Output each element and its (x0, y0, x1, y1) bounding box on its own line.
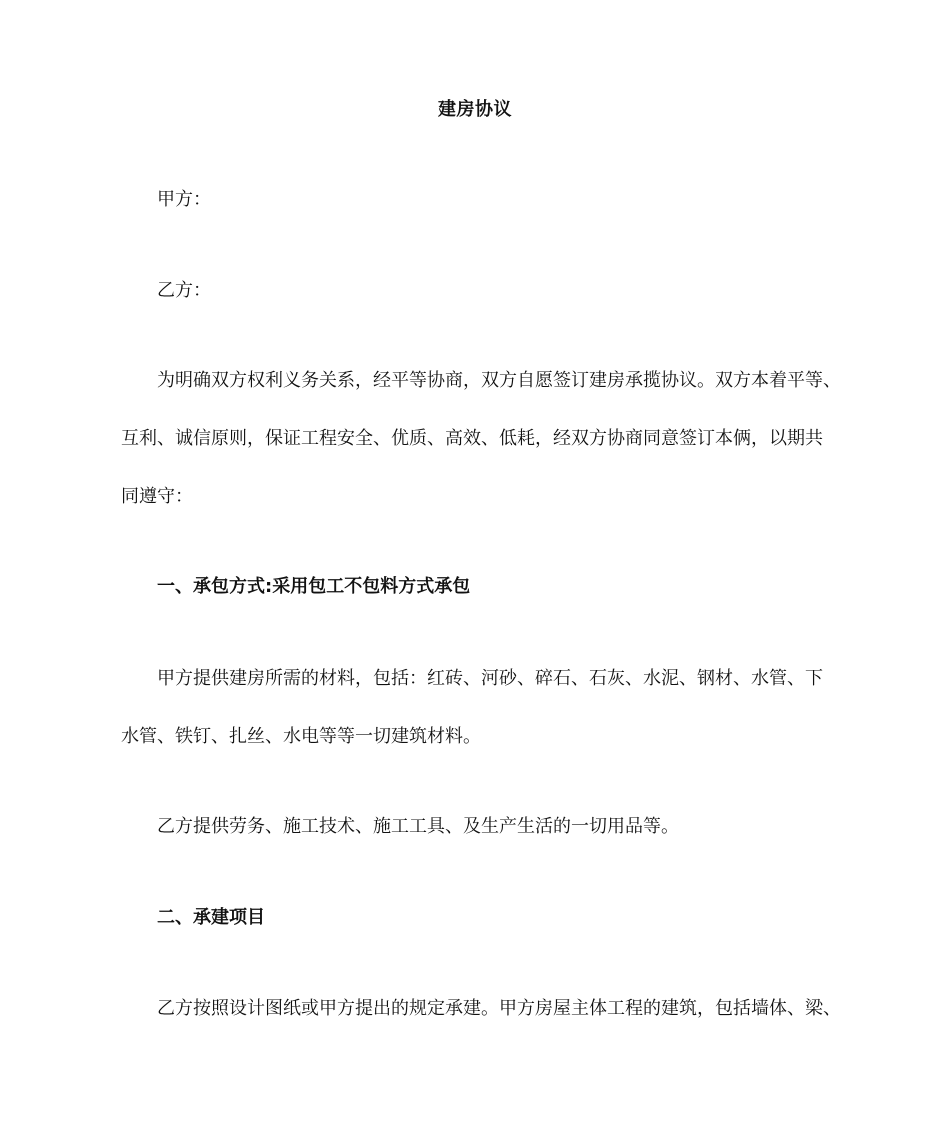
section-1-para-1-line-2: 水管、铁钉、扎丝、水电等等一切建筑材料。 (121, 726, 481, 747)
section-2-para-1-line-1: 乙方按照设计图纸或甲方提出的规定承建。甲方房屋主体工程的建筑，包括墙体、梁、 (157, 998, 841, 1019)
party-a-label: 甲方： (157, 189, 211, 210)
section-1-heading: 一、承包方式:采用包工不包料方式承包 (157, 576, 471, 597)
section-1-para-2: 乙方提供劳务、施工技术、施工工具、及生产生活的一切用品等。 (157, 816, 679, 837)
intro-line-2: 互利、诚信原则，保证工程安全、优质、高效、低耗，经双方协商同意签订本俩，以期共 (121, 428, 823, 449)
intro-line-3: 同遵守： (121, 486, 193, 507)
document-title: 建房协议 (438, 99, 512, 120)
intro-line-1: 为明确双方权利义务关系，经平等协商，双方自愿签订建房承揽协议。双方本着平等、 (157, 370, 841, 391)
section-2-heading: 二、承建项目 (157, 907, 265, 928)
section-1-para-1-line-1: 甲方提供建房所需的材料，包括：红砖、河砂、碎石、石灰、水泥、钢材、水管、下 (157, 668, 823, 689)
party-b-label: 乙方： (157, 280, 211, 301)
